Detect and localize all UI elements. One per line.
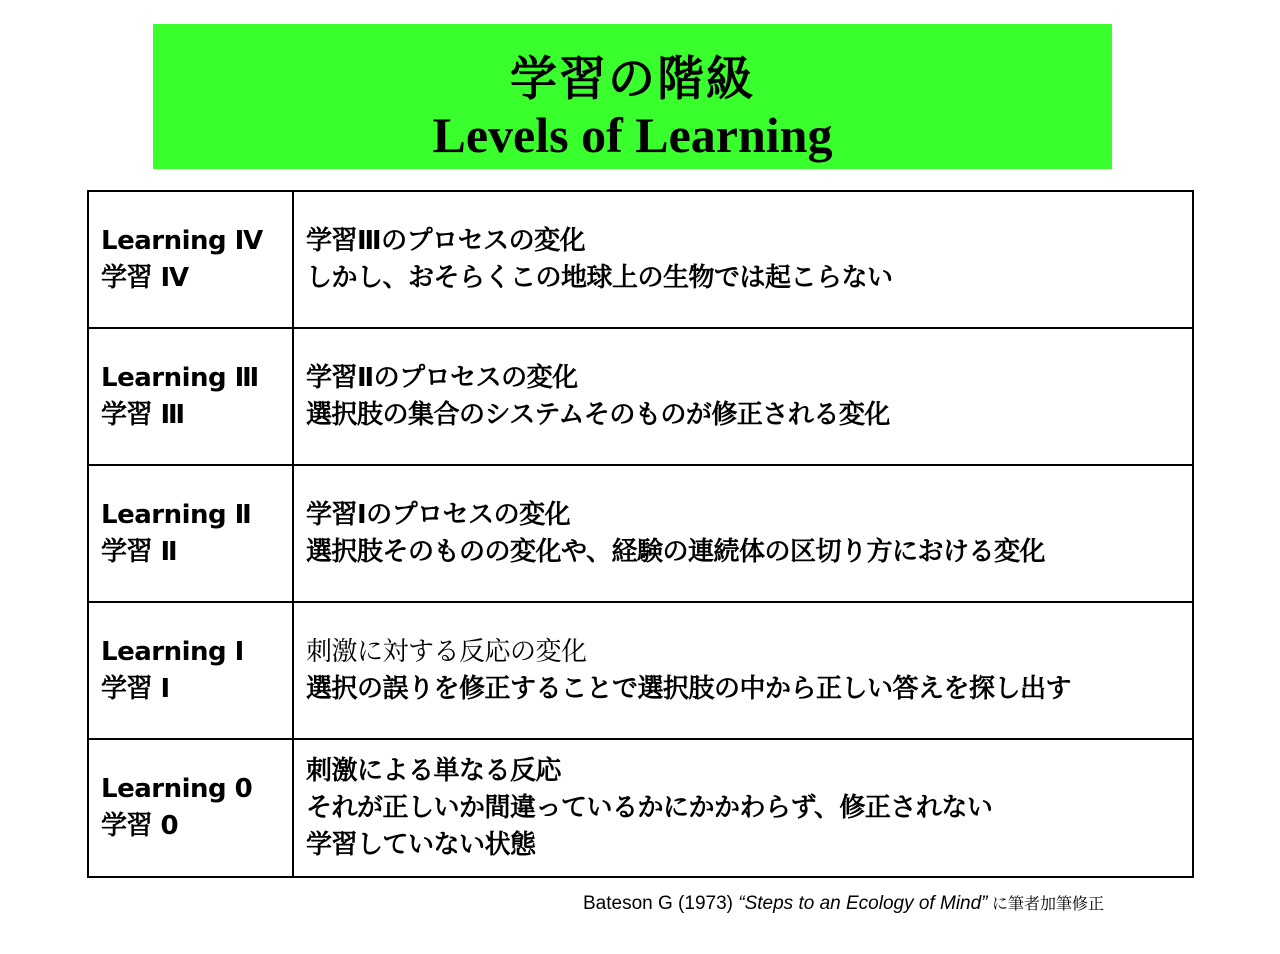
level-label-english: Learning Ⅳ (101, 225, 263, 256)
citation (583, 894, 1104, 913)
description-line: 刺激による単なる反応 (306, 755, 562, 786)
level-cell (88, 328, 293, 465)
citation-book-title: “Steps to an Ecology of Mind” (738, 893, 988, 914)
citation-note: に筆者加筆修正 (987, 896, 1104, 913)
citation-author: Bateson G (1973) (583, 893, 739, 914)
description-line: 学習Ⅱのプロセスの変化 (306, 362, 578, 393)
levels-table (87, 190, 1194, 878)
description-cell (293, 328, 1193, 465)
description-line: 選択肢の集合のシステムそのものが修正される変化 (306, 399, 890, 430)
title-banner (153, 24, 1112, 169)
description-cell (293, 465, 1193, 602)
level-cell (88, 739, 293, 877)
description-line: 選択の誤りを修正することで選択肢の中から正しい答えを探し出す (306, 673, 1072, 704)
description-cell (293, 739, 1193, 877)
table-row-learning-3 (88, 328, 1193, 465)
page-title-english: Levels of Learning (432, 107, 833, 163)
level-label-english: Learning Ⅲ (101, 362, 259, 393)
table-row-learning-0 (88, 739, 1193, 877)
description-line: しかし、おそらくこの地球上の生物では起こらない (306, 262, 893, 293)
description-line: 学習していない状態 (306, 829, 536, 860)
level-label-japanese: 学習 Ⅲ (101, 399, 185, 430)
level-cell (88, 602, 293, 739)
level-label-japanese: 学習 Ⅰ (101, 673, 170, 704)
level-label-english: Learning Ⅱ (101, 499, 252, 530)
level-label-japanese: 学習 Ⅳ (101, 262, 189, 293)
description-line: それが正しいか間違っているかにかかわらず、修正されない (306, 792, 993, 823)
description-cell (293, 602, 1193, 739)
description-line: 選択肢そのものの変化や、経験の連続体の区切り方における変化 (306, 536, 1045, 567)
description-line: 学習Ⅰのプロセスの変化 (306, 499, 571, 530)
level-label-english: Learning Ⅰ (101, 636, 244, 667)
level-label-english: Learning 0 (101, 774, 253, 804)
table-row-learning-4 (88, 191, 1193, 328)
level-label-japanese: 学習 Ⅱ (101, 536, 178, 567)
page-title-japanese: 学習の階級 (510, 52, 755, 107)
level-label-japanese: 学習 0 (101, 811, 179, 841)
description-cell (293, 191, 1193, 328)
level-cell (88, 191, 293, 328)
table-row-learning-2 (88, 465, 1193, 602)
table-row-learning-1 (88, 602, 1193, 739)
description-line: 学習Ⅲのプロセスの変化 (306, 225, 586, 256)
level-cell (88, 465, 293, 602)
description-line: 刺激に対する反応の変化 (306, 636, 587, 667)
